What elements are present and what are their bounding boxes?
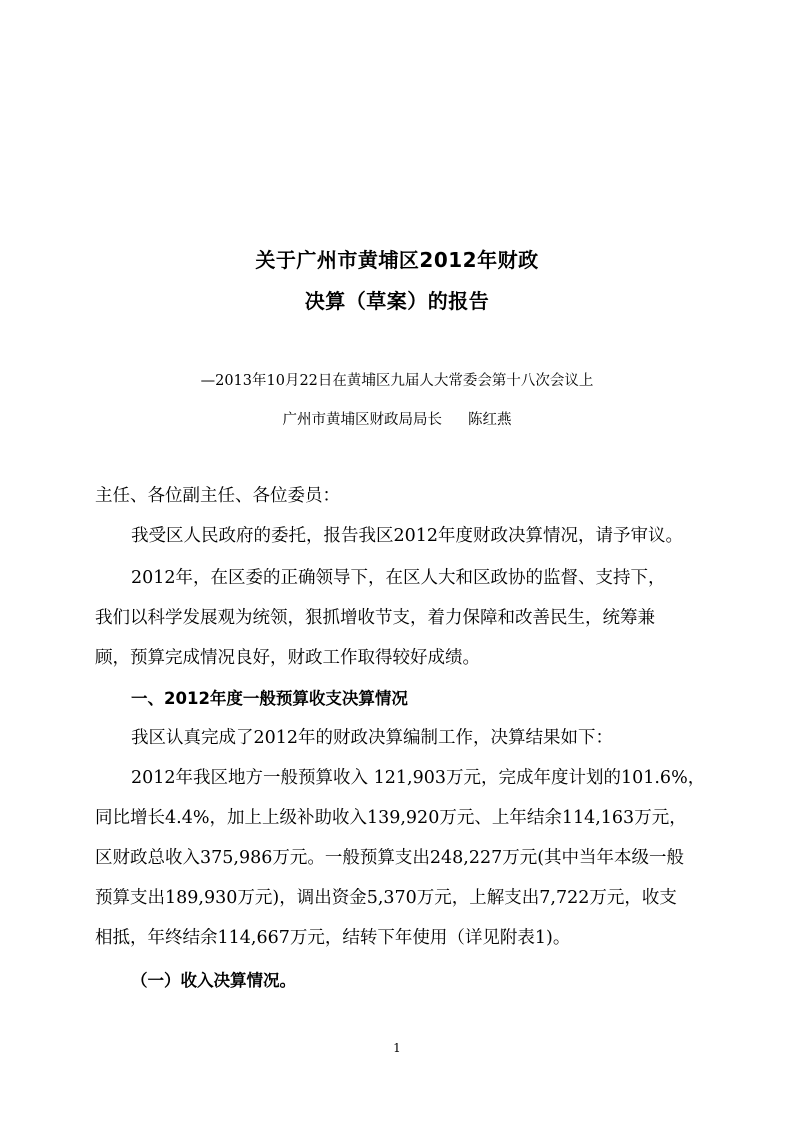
- section-heading-2: （一）收入决算情况。: [131, 971, 296, 990]
- report-title-line-1: 关于广州市黄埔区2012年财政: [255, 248, 539, 272]
- paragraph-4-line-1: 2012年我区地方一般预算收入 121,903万元，完成年度计划的101.6%，: [131, 768, 706, 788]
- paragraph-2-line-2: 我们以科学发展观为统领，狠抓增收节支，着力保障和改善民生，统筹兼: [95, 608, 655, 628]
- paragraph-3: 我区认真完成了2012年的财政决算编制工作，决算结果如下：: [131, 728, 614, 748]
- reporter-title: 广州市黄埔区财政局局长: [282, 412, 442, 428]
- paragraph-4-line-4: 预算支出189,930万元)，调出资金5,370万元，上解支出7,722万元，收支: [95, 888, 677, 908]
- paragraph-4-line-3: 区财政总收入375,986万元。一般预算支出248,227万元(其中当年本级一般: [95, 848, 685, 868]
- reporter-line: [0, 408, 794, 429]
- paragraph-4-line-5: 相抵，年终结余114,667万元，结转下年使用（详见附表1)。: [95, 928, 571, 948]
- paragraph-2-line-1: 2012年，在区委的正确领导下，在区人大和区政协的监督、支持下，: [131, 568, 666, 588]
- paragraph-2-line-3: 顾，预算完成情况良好，财政工作取得较好成绩。: [95, 648, 480, 668]
- page-number: 1: [393, 1041, 401, 1055]
- section-heading-1: 一、2012年度一般预算收支决算情况: [131, 689, 408, 708]
- paragraph-1: 我受区人民政府的委托，报告我区2012年度财政决算情况，请予审议。: [131, 526, 684, 546]
- report-title-line-2: 决算（草案）的报告: [304, 289, 490, 313]
- meeting-line: —2013年10月22日在黄埔区九届人大常委会第十八次会议上: [200, 373, 594, 389]
- reporter-name: 陈红燕: [468, 412, 512, 428]
- salutation: 主任、各位副主任、各位委员：: [95, 486, 340, 506]
- paragraph-4-line-2: 同比增长4.4%，加上上级补助收入139,920万元、上年结余114,163万元，: [95, 808, 687, 828]
